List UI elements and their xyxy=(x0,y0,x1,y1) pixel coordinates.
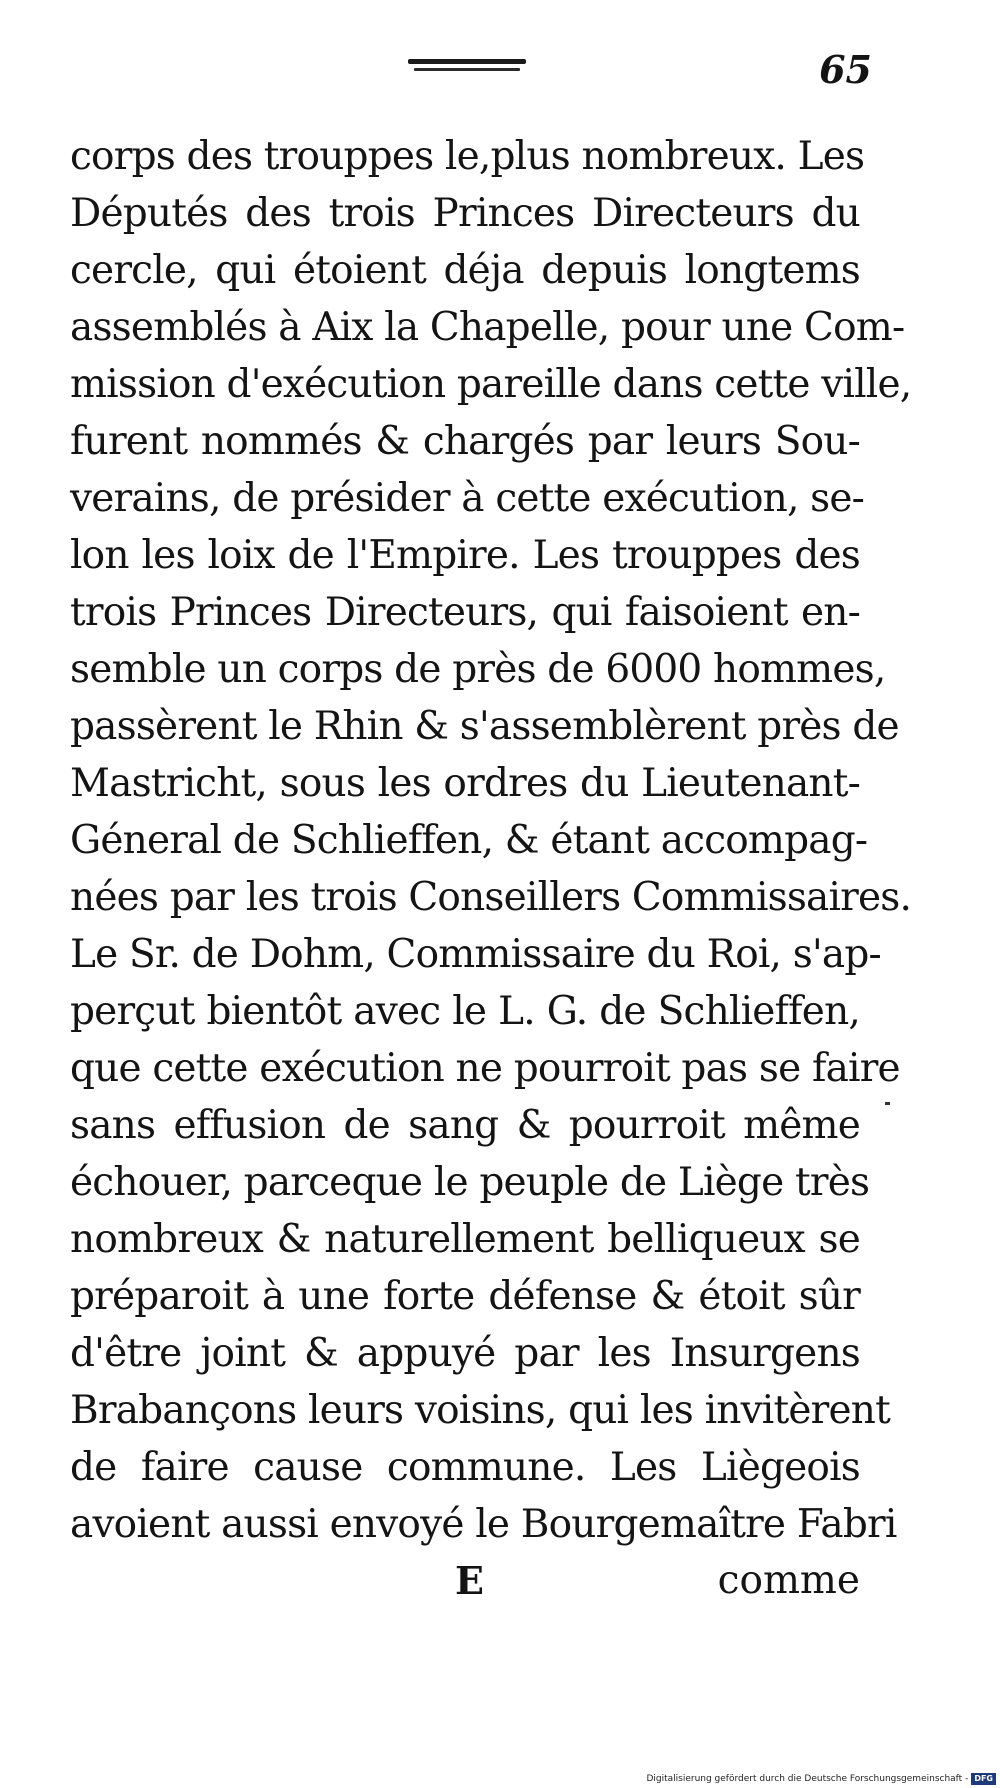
digitization-credit-text: Digitalisierung gefördert durch die Deutsche Forschungsgemeinschaft - xyxy=(646,1774,969,1784)
text-line: nombreux & naturellement belliqueux se xyxy=(70,1217,860,1262)
text-line: mission d'exécution pareille dans cette ville, xyxy=(70,362,912,407)
text-line: furent nommés & chargés par leurs Sou- xyxy=(70,419,860,464)
text-line: préparoit à une forte défense & étoit sûr xyxy=(70,1274,860,1319)
margin-speck xyxy=(885,1102,890,1105)
header-rule-thick-line xyxy=(408,59,526,64)
digitization-credit xyxy=(646,1773,996,1785)
header-rule-ornament xyxy=(408,59,526,73)
text-line: lon les loix de l'Empire. Les trouppes des xyxy=(70,533,860,578)
text-line: semble un corps de près de 6000 hommes, xyxy=(70,647,886,692)
text-line: que cette exécution ne pourroit pas se faire xyxy=(70,1046,900,1091)
body-text xyxy=(70,128,912,1553)
text-line: Le Sr. de Dohm, Commissaire du Roi, s'ap- xyxy=(70,932,881,977)
page-number: 65 xyxy=(819,47,872,92)
text-line: cercle, qui étoient déja depuis longtems xyxy=(70,248,860,293)
text-line: échouer, parceque le peuple de Liège très xyxy=(70,1160,870,1205)
text-line: perçut bientôt avec le L. G. de Schlieffen, xyxy=(70,989,860,1034)
text-line: nées par les trois Conseillers Commissaires. xyxy=(70,875,912,920)
text-line: Brabançons leurs voisins, qui les invitèrent xyxy=(70,1388,890,1433)
text-line: verains, de présider à cette exécution, se- xyxy=(70,476,865,521)
text-line: trois Princes Directeurs, qui faisoient en- xyxy=(70,590,860,635)
text-line: d'être joint & appuyé par les Insurgens xyxy=(70,1331,860,1376)
text-line: Géneral de Schlieffen, & étant accompag- xyxy=(70,818,868,863)
text-line: assemblés à Aix la Chapelle, pour une Com- xyxy=(70,305,905,350)
text-line: de faire cause commune. Les Liègeois xyxy=(70,1445,860,1490)
text-line: Députés des trois Princes Directeurs du xyxy=(70,191,860,236)
text-line: passèrent le Rhin & s'assemblèrent près de xyxy=(70,704,899,749)
text-line: avoient aussi envoyé le Bourgemaître Fabri xyxy=(70,1502,897,1547)
header-rule-thin-line xyxy=(414,68,520,71)
dfg-logo-icon: DFG xyxy=(971,1773,996,1785)
text-line: Mastricht, sous les ordres du Lieutenant- xyxy=(70,761,860,806)
text-line: sans effusion de sang & pourroit même xyxy=(70,1103,860,1148)
signature-mark: E xyxy=(455,1558,484,1603)
page-footer xyxy=(70,1552,860,1609)
text-line: corps des trouppes le,plus nombreux. Les xyxy=(70,134,865,179)
catchword: comme xyxy=(717,1558,860,1603)
